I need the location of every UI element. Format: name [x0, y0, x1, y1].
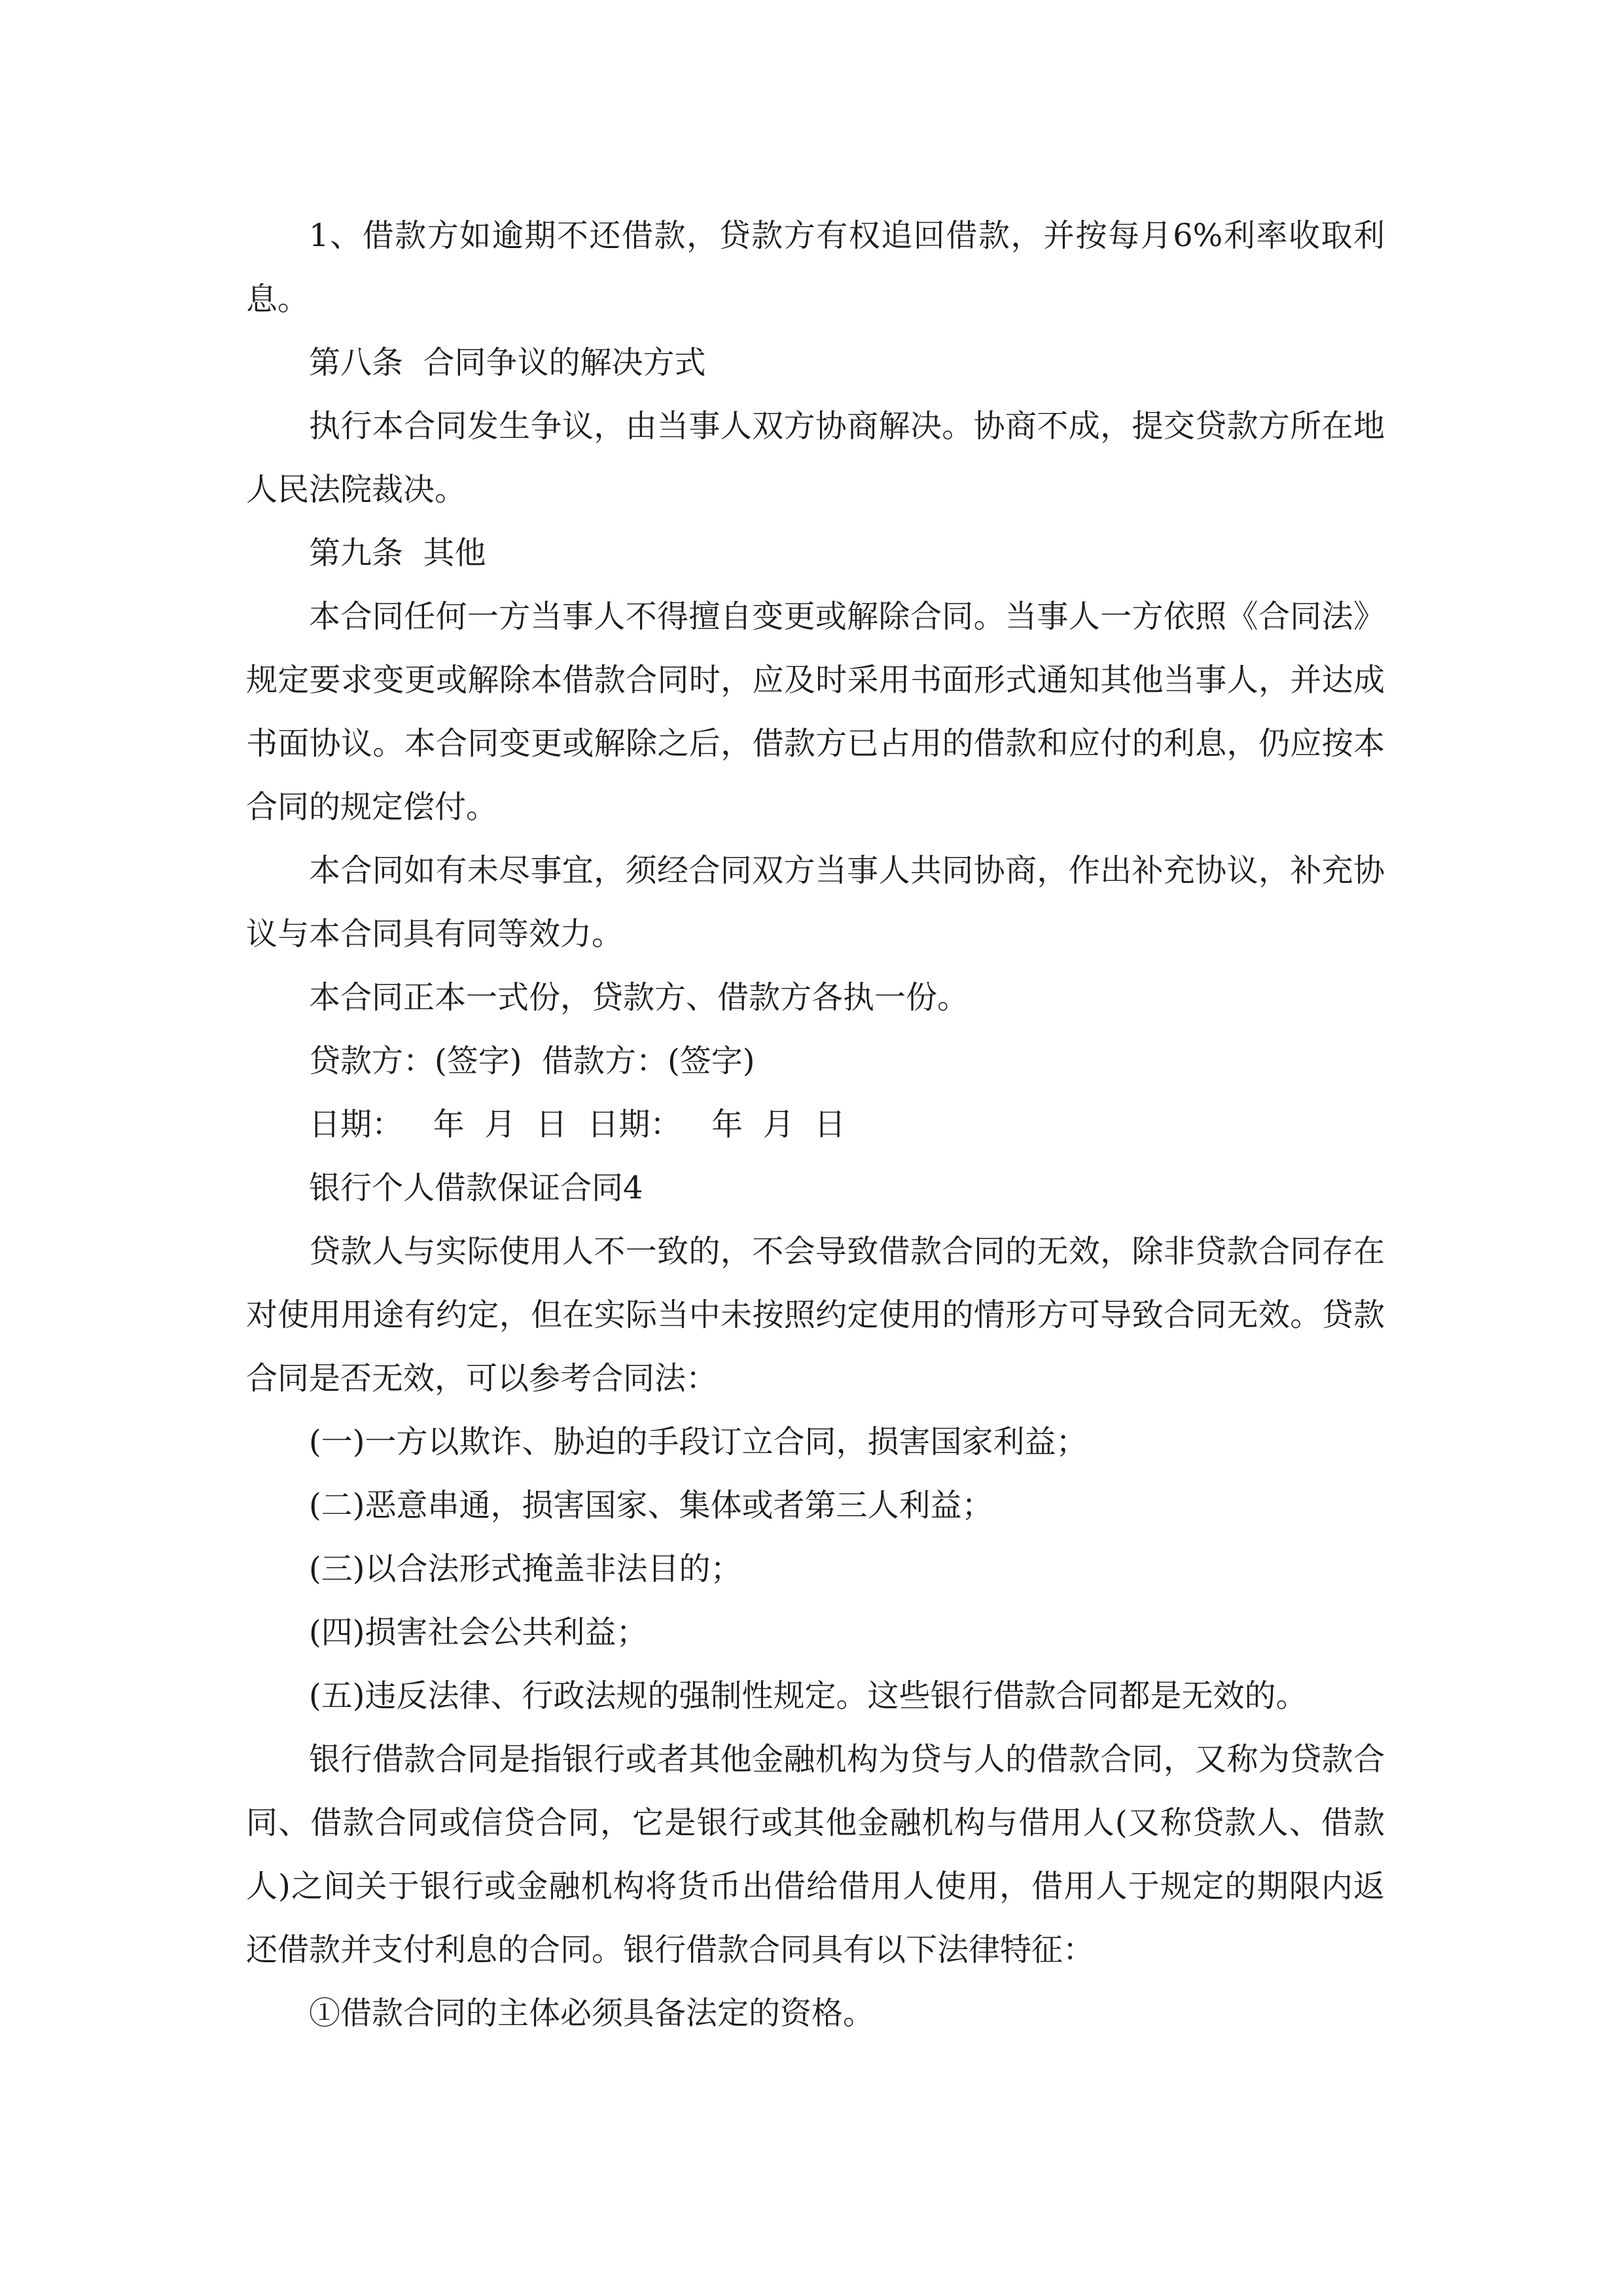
- paragraph-lender-user-mismatch: 贷款人与实际使用人不一致的，不会导致借款合同的无效，除非贷款合同存在对使用用途有约定，但在实际当中未按照约定使用的情形方可导致合同无效。贷款合同是否无效，可以参考合同法：: [246, 1233, 1385, 1397]
- list-item-invalid-4: (四)损害社会公共利益；: [309, 1614, 648, 1651]
- paragraph-contract-change: 本合同任何一方当事人不得擅自变更或解除合同。当事人一方依照《合同法》规定要求变更或解除本借款合同时，应及时采用书面形式通知其他当事人，并达成书面协议。本合同变更或解除之后，借款方已占用的借款和应付的利息，仍应按本合同的规定偿付。: [246, 598, 1385, 825]
- date-line: 日期： 年 月 日 日期： 年 月 日: [309, 1106, 846, 1143]
- list-item-invalid-3: (三)以合法形式掩盖非法目的；: [309, 1551, 742, 1587]
- paragraph-dispute-resolution: 执行本合同发生争议，由当事人双方协商解决。协商不成，提交贷款方所在地人民法院裁决。: [246, 408, 1385, 508]
- list-item-invalid-2: (二)恶意串通，损害国家、集体或者第三人利益；: [309, 1487, 993, 1524]
- paragraph-bank-loan-definition: 银行借款合同是指银行或者其他金融机构为贷与人的借款合同，又称为贷款合同、借款合同或信贷合同，它是银行或其他金融机构与借用人(又称贷款人、借款人)之间关于银行或金融机构将货币出借给借用人使用，借用人于规定的期限内返还借款并支付利息的合同。银行借款合同具有以下法律特征：: [246, 1741, 1385, 1968]
- signature-line: 贷款方：(签字) 借款方：(签字): [309, 1043, 755, 1079]
- document-body: [246, 204, 1385, 2045]
- paragraph-feature-1: ①借款合同的主体必须具备法定的资格。: [309, 1995, 875, 2032]
- paragraph-copies: 本合同正本一式份，贷款方、借款方各执一份。: [309, 979, 969, 1016]
- paragraph-supplementary-agreement: 本合同如有未尽事宜，须经合同双方当事人共同协商，作出补充协议，补充协议与本合同具有同等效力。: [246, 852, 1385, 952]
- article-9-heading: 第九条 其他: [309, 535, 486, 571]
- list-item-invalid-1: (一)一方以欺诈、胁迫的手段订立合同，损害国家利益；: [309, 1424, 1088, 1460]
- list-item-invalid-5: (五)违反法律、行政法规的强制性规定。这些银行借款合同都是无效的。: [309, 1677, 1308, 1714]
- article-8-heading: 第八条 合同争议的解决方式: [309, 344, 706, 381]
- paragraph-overdue-clause: 1、借款方如逾期不还借款，贷款方有权追回借款，并按每月6%利率收取利息。: [246, 217, 1385, 317]
- section-title-guarantee-contract-4: 银行个人借款保证合同4: [309, 1170, 643, 1206]
